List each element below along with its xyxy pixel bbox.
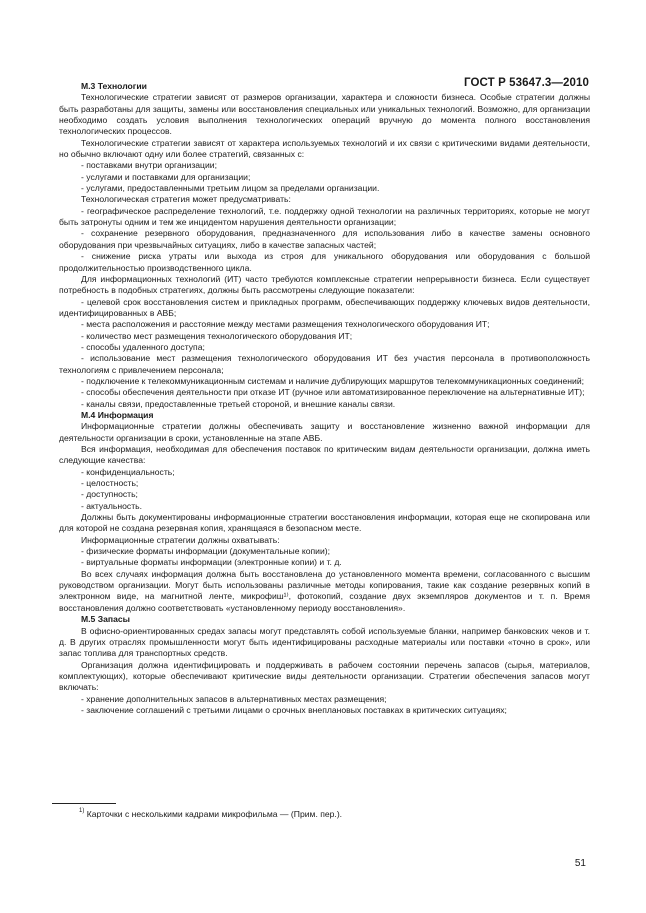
section-heading: М.5 Запасы (81, 614, 130, 625)
page-number: 51 (574, 858, 586, 869)
body-text (59, 81, 590, 716)
paragraph: Технологические стратегии зависят от характера используемых технологий и их связи с критическими видами деятельности, но обычно включают одну или более стратегий, связанных с: (59, 137, 590, 160)
standard-header: ГОСТ Р 53647.3—2010 (464, 77, 589, 89)
paragraph: - способы удаленного доступа; (81, 341, 205, 352)
paragraph: Технологическая стратегия может предусматривать: (81, 194, 291, 205)
paragraph: - сохранение резервного оборудования, предназначенного для использования либо в качестве замены основного оборудования при чрезвычайных ситуациях, либо в качестве запасных частей; (59, 228, 590, 250)
paragraph: - актуальность. (81, 500, 143, 511)
paragraph: - снижение риска утраты или выхода из строя для уникального оборудования или оборудования с большой продолжительностью производственного цикла. (59, 251, 590, 273)
paragraph: Вся информация, необходимая для обеспечения поставок по критическим видам деятельности организации, должна иметь следующие качества: (59, 444, 590, 466)
paragraph: - подключение к телекоммуникационным системам и наличие дублирующих маршрутов телекоммуникационных соединений; (81, 375, 585, 386)
paragraph: - хранение дополнительных запасов в альтернативных местах размещения; (81, 693, 387, 704)
paragraph: Информационные стратегии должны обеспечивать защиту и восстановление жизненно важной информации для деятельности организации в сроки, установленные на этапе АВБ. (59, 421, 590, 443)
paragraph: В офисно-ориентированных средах запасы могут представлять собой используемые бланки, например банковских чеков и т. д. В других отраслях промышленности могут быть идентифицированы расходные материалы или поставки «точно в срок», или запас топлива для транспортных средств. (59, 625, 590, 659)
paragraph: - каналы связи, предоставленные третьей стороной, и внешние каналы связи. (81, 398, 396, 409)
paragraph: - услугами, предоставленными третьим лицом за пределами организации. (81, 183, 380, 194)
paragraph: - физические форматы информации (документальные копии); (81, 546, 331, 557)
paragraph: - способы обеспечения деятельности при отказе ИТ (ручное или автоматизированное переключение на альтернативные ИТ); (81, 387, 585, 398)
paragraph: - географическое распределение технологий, т.е. поддержку одной технологии на различных территориях, которые не могут быть затронуты одним и тем же инцидентом нарушения деятельности организации; (59, 205, 590, 228)
paragraph: - количество мест размещения технологического оборудования ИТ; (81, 330, 353, 341)
paragraph: - доступность; (81, 489, 138, 500)
paragraph: Должны быть документированы информационные стратегии восстановления информации, которая еще не скопирована или для которой не создана резервная копия, хранящаяся в безопасном месте. (59, 512, 590, 534)
section-heading: М.4 Информация (81, 409, 154, 420)
paragraph: - места расположения и расстояние между местами размещения технологического оборудования ИТ; (81, 319, 490, 330)
paragraph: Для информационных технологий (ИТ) часто требуются комплексные стратегии непрерывности бизнеса. Если существует потребность в подобных стратегиях, должны быть рассмотрены следующие показатели: (59, 273, 590, 296)
paragraph: Технологические стратегии зависят от размеров организации, характера и сложности бизнеса. Особые стратегии должны быть разработаны для защиты, замены или восстановления специальных или уникальных технологий. Возможно, для организации необходимо создать условия выполнения технологических операций вручную до момента полного восстановления технологических процессов. (59, 92, 590, 137)
paragraph: Организация должна идентифицировать и поддерживать в рабочем состоянии перечень запасов (сырья, материалов, комплектующих), которые обеспечивают критические виды деятельности организации. Стратегии обеспечения запасов могут включать: (59, 659, 590, 693)
paragraph: Во всех случаях информация должна быть восстановлена до установленного момента времени, согласованного с высшим руководством организации. Могут быть использованы различные методы копирования, такие как создание резервных копий в электронном виде, на магнитной ленте, микрофиш¹⁾, фотокопий, создание двух экземпляров документов и т. п. Время восстановления должно соответствовать «установленному периоду восстановления». (59, 568, 590, 613)
paragraph: Информационные стратегии должны охватывать: (81, 534, 280, 545)
footnote-marker: 1) (79, 808, 85, 814)
paragraph: - целостность; (81, 478, 139, 489)
footnote (79, 809, 342, 819)
section-heading: М.3 Технологии (81, 81, 147, 91)
paragraph: - целевой срок восстановления систем и прикладных программ, обеспечивающих поддержку ключевых видов деятельности, идентифицированных в АВБ; (59, 296, 590, 318)
paragraph: - услугами и поставками для организации; (81, 171, 251, 182)
paragraph: - конфиденциальность; (81, 466, 175, 477)
footnote-divider (52, 803, 116, 804)
paragraph: - заключение соглашений с третьими лицами о срочных внеплановых поставках в критических ситуациях; (81, 704, 507, 715)
paragraph: - использование мест размещения технологического оборудования ИТ без участия персонала в противоположность технологиям с привлечением персонала; (59, 353, 590, 375)
footnote-text: Карточки с несколькими кадрами микрофильма — (Прим. пер.). (86, 809, 343, 819)
paragraph: - виртуальные форматы информации (электронные копии) и т. д. (81, 557, 342, 568)
paragraph: - поставками внутри организации; (81, 160, 217, 171)
